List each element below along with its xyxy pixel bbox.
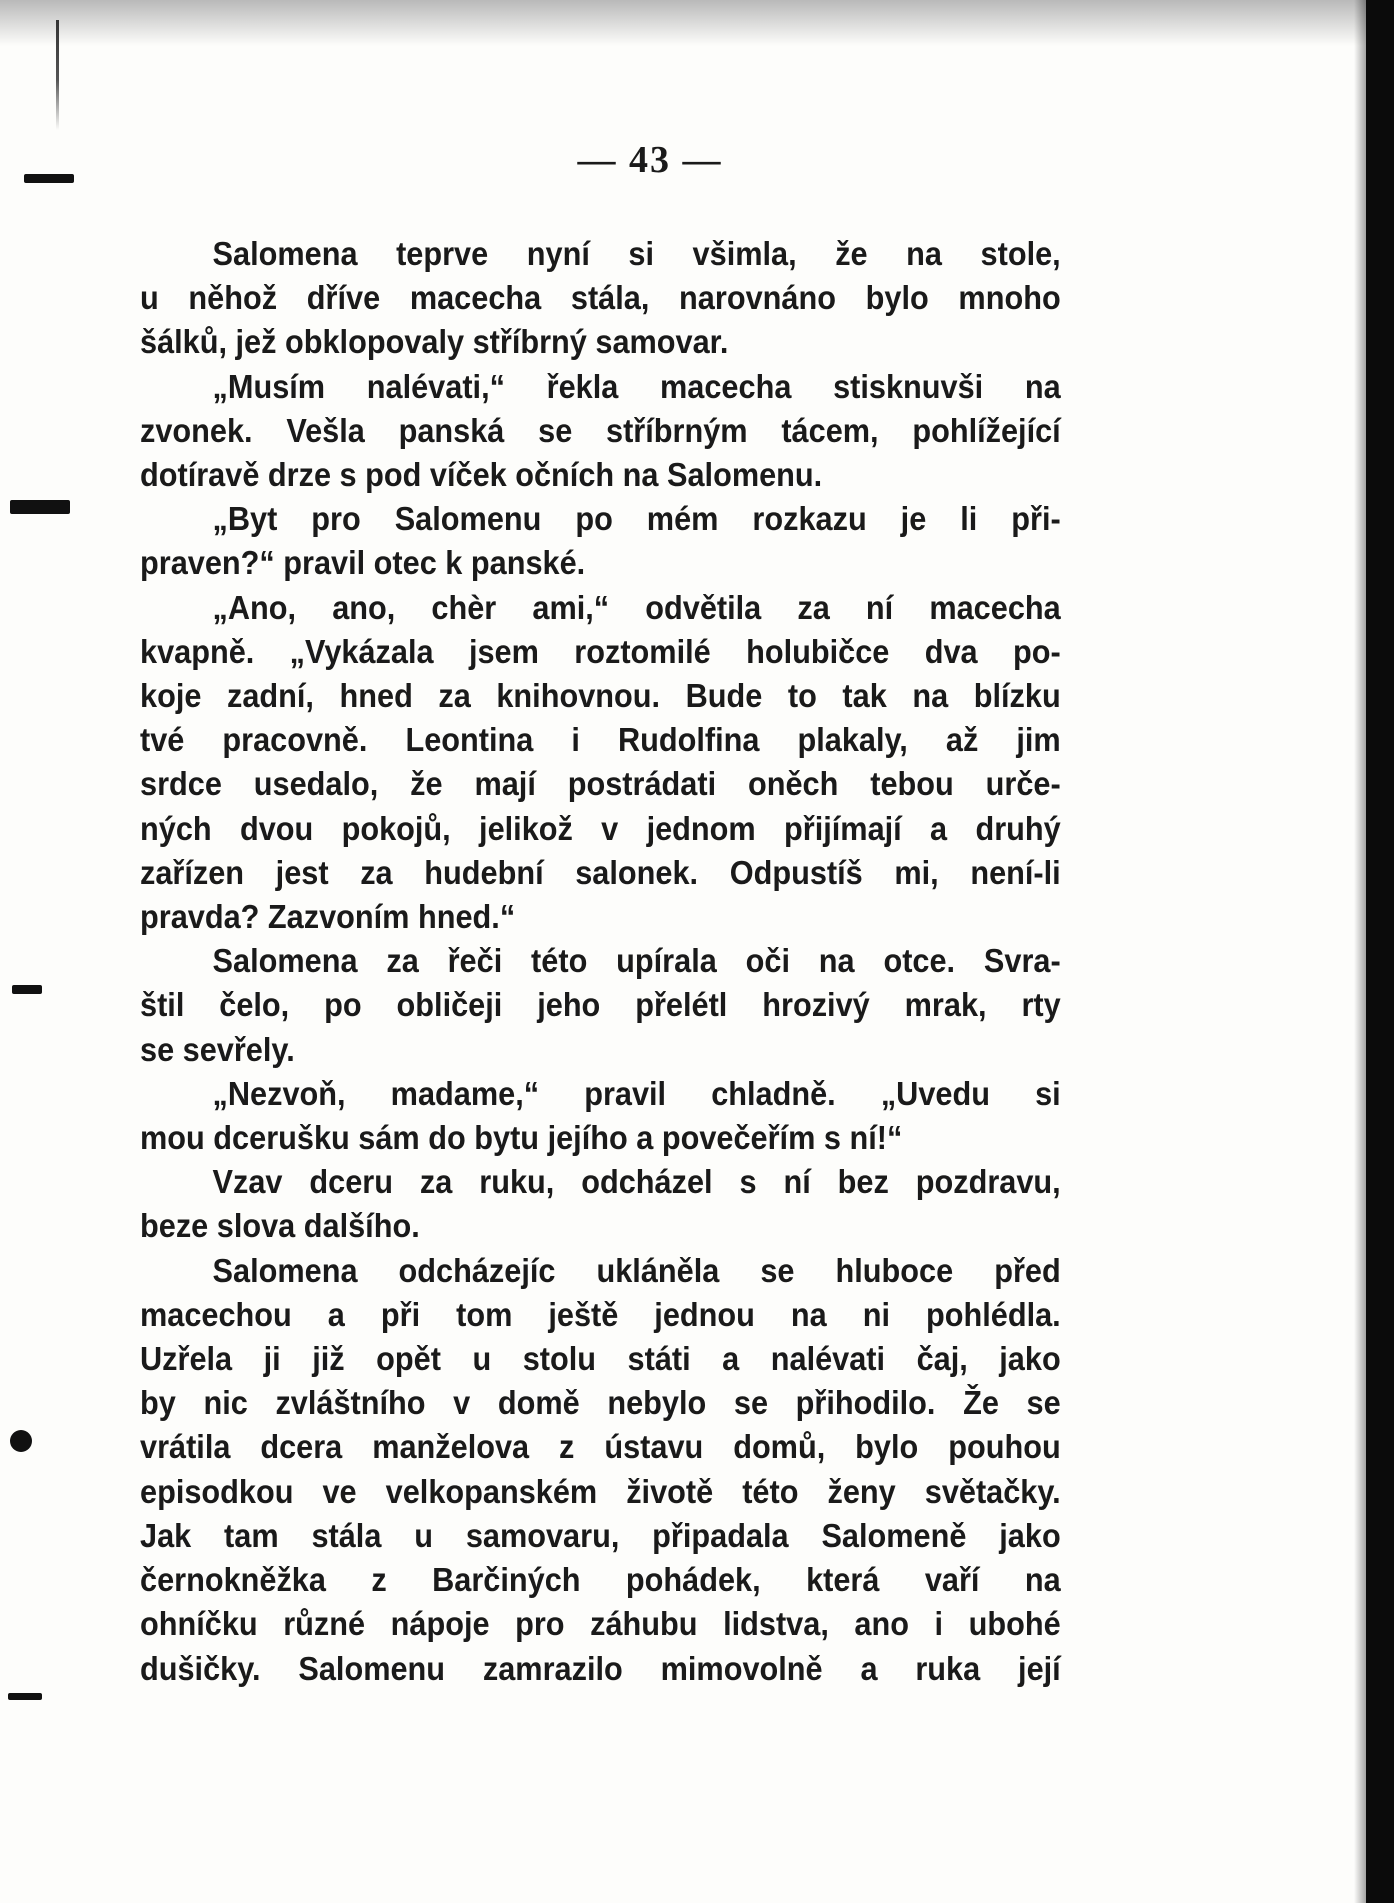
- paragraph: [140, 586, 1061, 940]
- text-line: dotíravě drze s pod víček očních na Salomenu.: [140, 456, 823, 494]
- margin-mark: [10, 1430, 32, 1452]
- text-line: beze slova dalšího.: [140, 1207, 420, 1245]
- text-line: se sevřely.: [140, 1030, 295, 1068]
- scan-right-border: [1366, 0, 1394, 1903]
- text-line: zvonek. Vešla panská se stříbrným tácem, pohlížející: [140, 411, 1061, 449]
- text-line: vrátila dcera manželova z ústavu domů, bylo pouhou: [140, 1428, 1061, 1466]
- page-number: — 43 —: [577, 139, 723, 181]
- text-line: „Musím nalévati,“ řekla macecha stisknuvši na: [212, 367, 1061, 405]
- text-line: tvé pracovně. Leontina i Rudolfina plakaly, až jim: [140, 721, 1061, 759]
- text-line: mou dcerušku sám do bytu jejího a povečeřím s ní!“: [140, 1119, 903, 1157]
- paragraph: [140, 497, 1061, 585]
- text-line: praven?“ pravil otec k panské.: [140, 544, 586, 582]
- paragraph: [140, 1072, 1061, 1160]
- paragraph: [140, 232, 1061, 365]
- text-line: Salomena odcházejíc ukláněla se hluboce před: [212, 1251, 1061, 1289]
- text-line: ohníčku různé nápoje pro záhubu lidstva, ano i ubohé: [140, 1605, 1061, 1643]
- text-line: „Byt pro Salomenu po mém rozkazu je li při-: [212, 500, 1061, 538]
- paragraph: [140, 1160, 1061, 1248]
- margin-mark: [10, 500, 70, 514]
- scan-top-shadow: [0, 0, 1394, 46]
- text-line: macechou a při tom ještě jednou na ni pohlédla.: [140, 1295, 1061, 1333]
- text-line: by nic zvláštního v domě nebylo se přihodilo. Že se: [140, 1384, 1061, 1422]
- text-line: šálků, jež obklopovaly stříbrný samovar.: [140, 323, 729, 361]
- margin-mark: [12, 985, 42, 994]
- text-line: episodkou ve velkopanském životě této ženy světačky.: [140, 1472, 1061, 1510]
- text-line: Jak tam stála u samovaru, připadala Salomeně jako: [140, 1516, 1061, 1554]
- text-line: štil čelo, po obličeji jeho přelétl hrozivý mrak, rty: [140, 986, 1061, 1024]
- margin-mark: [24, 174, 74, 183]
- text-line: kvapně. „Vykázala jsem roztomilé holubičce dva po-: [140, 632, 1061, 670]
- text-line: Vzav dceru za ruku, odcházel s ní bez pozdravu,: [212, 1163, 1061, 1201]
- paragraph: [140, 939, 1061, 1072]
- text-line: „Ano, ano, chèr ami,“ odvětila za ní macecha: [212, 588, 1061, 626]
- text-line: „Nezvoň, madame,“ pravil chladně. „Uvedu si: [212, 1074, 1061, 1112]
- text-line: srdce usedalo, že mají postrádati oněch tebou urče-: [140, 765, 1061, 803]
- text-line: dušičky. Salomenu zamrazilo mimovolně a ruka její: [140, 1649, 1061, 1687]
- text-line: Uzřela ji již opět u stolu státi a nalévati čaj, jako: [140, 1340, 1061, 1378]
- text-line: ných dvou pokojů, jelikož v jednom přijímají a druhý: [140, 809, 1061, 847]
- text-line: pravda? Zazvoním hned.“: [140, 898, 516, 936]
- text-line: Salomena za řeči této upírala oči na otce. Svra-: [212, 942, 1061, 980]
- text-line: Salomena teprve nyní si všimla, že na stole,: [212, 235, 1061, 272]
- text-line: koje zadní, hned za knihovnou. Bude to tak na blízku: [140, 677, 1061, 715]
- margin-mark: [8, 1693, 42, 1700]
- paragraph: [140, 1249, 1061, 1691]
- text-line: černokněžka z Barčiných pohádek, která vaří na: [140, 1561, 1061, 1599]
- body-text: [140, 232, 1061, 1691]
- text-line: zařízen jest za hudební salonek. Odpustíš mi, není-li: [140, 853, 1061, 891]
- paragraph: [140, 365, 1061, 498]
- binding-gutter-line: [56, 20, 59, 1880]
- scan-right-shadow: [1354, 0, 1366, 1903]
- text-line: u něhož dříve macecha stála, narovnáno bylo mnoho: [140, 279, 1061, 317]
